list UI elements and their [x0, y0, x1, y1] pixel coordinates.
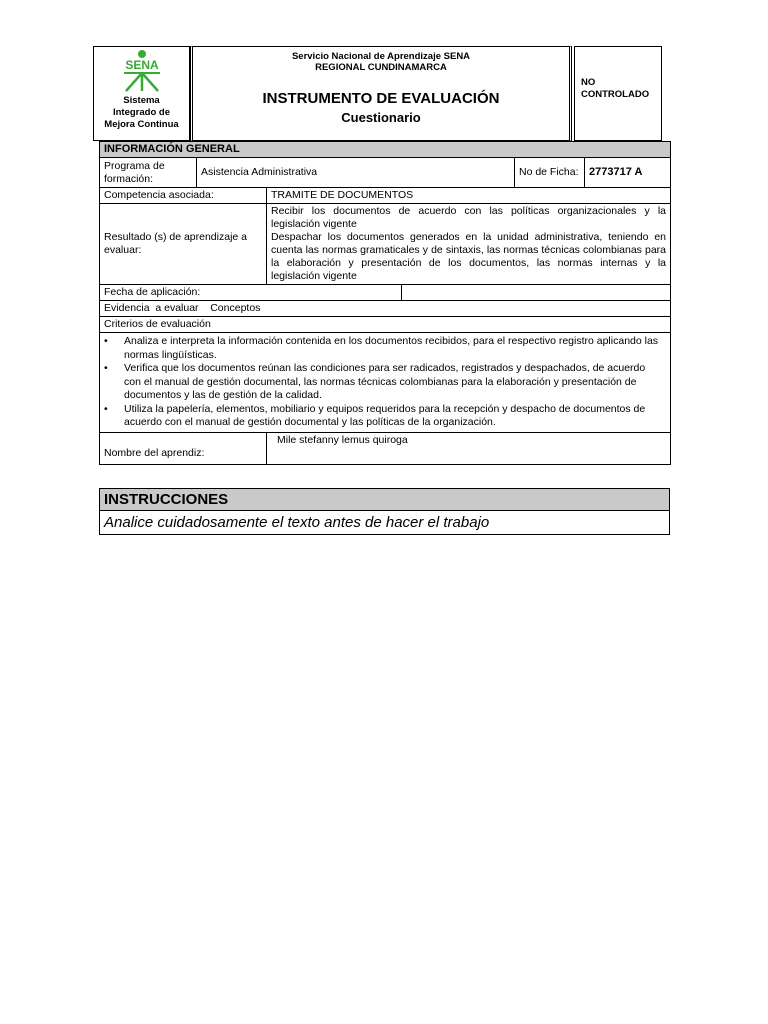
criterios-list	[100, 335, 670, 430]
instructions-text: Analice cuidadosamente el texto antes de hacer el trabajo	[100, 511, 670, 535]
sena-logo-icon	[114, 49, 170, 93]
section-title-general: INFORMACIÓN GENERAL	[100, 142, 671, 158]
ficha-value: 2773717 A	[585, 158, 671, 188]
header-title-cell	[190, 46, 572, 141]
logo-cell	[93, 46, 190, 141]
svg-text:SENA: SENA	[125, 58, 159, 72]
control-status: NO CONTROLADO	[581, 77, 650, 100]
list-item: • Utiliza la papelería, elementos, mobiliario y equipos requeridos para la recepción y despacho de documentos de acuerdo con el manual de gestión documental y las políticas de la organización.	[124, 403, 664, 430]
resultado-item: Despachar los documentos generados en la unidad administrativa, teniendo en cuenta las normas gramaticales y de sintaxis, las normas técnicas colombianas para la elaboración y presentación de los documentos, las normas internas y la legislación vigente	[271, 231, 667, 282]
programa-value: Asistencia Administrativa	[197, 158, 515, 188]
instructions-title: INSTRUCCIONES	[100, 489, 670, 511]
ficha-label: No de Ficha:	[515, 158, 585, 188]
control-status-cell	[574, 46, 662, 141]
fecha-value	[402, 285, 671, 301]
instructions-table	[99, 488, 670, 535]
list-item: • Analiza e interpreta la información contenida en los documentos recibidos, para el respectivo registro aplicando las normas lingüísticas.	[124, 335, 664, 362]
document-subtitle: Cuestionario	[341, 110, 421, 125]
nombre-value: Mile stefanny lemus quiroga	[267, 432, 671, 464]
document-title: INSTRUMENTO DE EVALUACIÓN	[262, 90, 500, 107]
organization-name: Servicio Nacional de Aprendizaje SENA REGIONAL CUNDINAMARCA	[291, 51, 471, 73]
list-item: • Verifica que los documentos reúnan las condiciones para ser radicados, registrados y despachados, de acuerdo con el manual de gestión documental, las normas técnicas colombianas para la elaboración y presentación de documentos y las de gestión de la calidad.	[124, 362, 664, 403]
fecha-label: Fecha de aplicación:	[100, 285, 402, 301]
evidencia-label: Evidencia a evaluar Conceptos	[100, 301, 671, 317]
logo-caption: Sistema Integrado de Mejora Continua	[104, 95, 179, 130]
competencia-label: Competencia asociada:	[100, 188, 267, 204]
programa-label: Programa de formación:	[100, 158, 197, 188]
criterios-list-cell	[100, 333, 671, 433]
nombre-label: Nombre del aprendiz:	[100, 432, 267, 464]
resultado-label: Resultado (s) de aprendizaje a evaluar:	[100, 204, 267, 285]
resultado-item: Recibir los documentos de acuerdo con las políticas organizacionales y la legislación vigente	[271, 205, 667, 230]
general-info-table	[99, 141, 671, 465]
criterios-label: Criterios de evaluación	[100, 317, 671, 333]
resultado-value	[267, 204, 671, 285]
competencia-value: TRAMITE DE DOCUMENTOS	[267, 188, 671, 204]
